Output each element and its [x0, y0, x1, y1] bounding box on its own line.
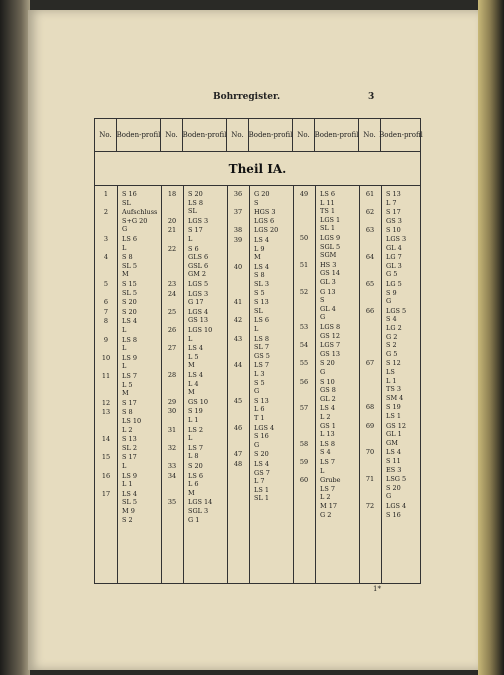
boring-number: 39	[233, 236, 243, 244]
soil-profile-entry: S 2	[122, 515, 133, 524]
soil-profile-entry: L 7	[386, 198, 397, 207]
soil-profile-entry: S 20	[254, 450, 269, 459]
soil-profile-entry: SGM	[320, 251, 337, 260]
soil-profile-entry: S 2	[386, 341, 397, 350]
soil-profile-entry: LGS 3	[188, 289, 209, 298]
soil-profile-entry: GL 1	[386, 430, 402, 439]
soil-profile-entry: LG 2	[386, 324, 402, 332]
soil-profile-entry: L 1	[122, 480, 133, 489]
boring-number: 49	[299, 190, 309, 198]
soil-profile-entry: G 20	[254, 190, 270, 198]
boring-number: 22	[167, 244, 177, 253]
boring-number: 40	[233, 262, 243, 271]
soil-profile-entry: SL 5	[122, 288, 137, 297]
soil-profile-entry: L	[254, 325, 259, 333]
soil-profile-entry: L	[122, 326, 127, 334]
soil-profile-entry: L 4	[188, 379, 199, 388]
soil-profile-entry: S 12	[386, 359, 401, 368]
soil-profile-entry: LGS 5	[386, 306, 407, 315]
boring-number: 69	[365, 421, 375, 430]
soil-profile-entry: LGS 6	[254, 216, 275, 225]
boring-number: 71	[365, 475, 375, 484]
soil-profile-entry: L 2	[320, 493, 331, 502]
soil-profile-entry: SL 5	[122, 261, 137, 270]
boring-number: 2	[103, 208, 109, 217]
soil-profile-entry: SL 3	[254, 280, 269, 288]
soil-profile-entry: L 13	[320, 430, 335, 439]
soil-profile-entry: S 20	[122, 298, 137, 307]
soil-profile-entry: Aufschluss	[122, 208, 158, 217]
soil-profile-entry: GS 10	[188, 397, 208, 406]
soil-profile-entry: S 10	[386, 226, 401, 235]
boring-number: 50	[299, 234, 309, 242]
soil-profile-entry: LGS 8	[320, 323, 341, 331]
soil-profile-entry: LS 4	[386, 448, 401, 457]
soil-profile-entry: LS 4	[122, 489, 137, 498]
soil-profile-entry: L	[320, 466, 325, 475]
soil-profile-entry: G	[320, 313, 326, 322]
boring-number: 41	[233, 298, 243, 307]
page-header	[28, 92, 478, 112]
soil-profile-entry: GS 12	[320, 331, 340, 340]
soil-profile-entry: S 16	[254, 432, 269, 441]
soil-profile-entry: LS 6	[122, 235, 137, 243]
soil-profile-entry: LS 1	[386, 412, 401, 420]
soil-profile-entry: LGS 7	[320, 341, 341, 350]
soil-profile-entry: M	[188, 361, 195, 370]
column-divider	[315, 186, 316, 584]
table-header-row	[95, 119, 423, 152]
boring-number: 67	[365, 359, 375, 368]
boring-number: 21	[167, 226, 177, 235]
soil-profile-entry: L 11	[320, 198, 335, 207]
soil-profile-entry: SL 1	[254, 494, 269, 503]
soil-profile-entry: LG 7	[386, 253, 402, 262]
soil-profile-entry: L 5	[122, 380, 133, 389]
page-number: 3	[368, 92, 375, 102]
soil-profile-entry: L	[122, 243, 127, 252]
boring-number: 47	[233, 450, 243, 459]
soil-profile-entry: HS 3	[320, 260, 337, 269]
soil-profile-entry: LGS 4	[188, 307, 209, 316]
soil-profile-entry: LGS 9	[320, 234, 341, 242]
boring-number: 68	[365, 403, 375, 412]
soil-profile-entry: S+G 20	[122, 216, 148, 225]
soil-profile-entry: S 17	[122, 398, 137, 407]
soil-profile-entry: SL	[254, 306, 263, 315]
soil-profile-entry: L 9	[254, 244, 265, 253]
soil-profile-entry: S 13	[254, 298, 269, 307]
boring-number: 14	[101, 435, 111, 444]
soil-profile-entry: L 1	[188, 416, 199, 424]
boring-number: 42	[233, 316, 243, 325]
soil-profile-entry: LS 6	[188, 471, 203, 480]
soil-profile-entry: LGS 14	[188, 498, 213, 507]
header-no: No.	[227, 119, 249, 152]
boring-number: 46	[233, 423, 243, 432]
soil-profile-entry: G 17	[188, 298, 204, 307]
boring-number: 31	[167, 425, 177, 434]
boring-number: 25	[167, 307, 177, 316]
boring-number: 30	[167, 407, 177, 416]
soil-profile-entry: LS 6	[320, 190, 335, 198]
soil-profile-entry: T 1	[254, 414, 265, 422]
soil-profile-entry: LGS 10	[188, 326, 213, 334]
soil-profile-entry: LS 4	[188, 344, 203, 353]
section-title: Theil IA.	[95, 152, 420, 186]
soil-profile-entry: S 4	[320, 448, 331, 457]
soil-profile-entry: TS 1	[320, 207, 335, 216]
soil-profile-entry: L	[122, 344, 127, 353]
boring-number: 52	[299, 287, 309, 296]
soil-profile-entry: SL	[122, 198, 131, 207]
boring-number: 60	[299, 476, 309, 485]
soil-profile-entry: LS 7	[320, 484, 335, 493]
boring-number: 17	[101, 489, 111, 498]
boring-number: 8	[103, 317, 109, 326]
soil-profile-entry: LS 9	[122, 471, 137, 480]
soil-profile-entry: S 19	[386, 403, 401, 412]
book-page	[28, 10, 478, 670]
soil-profile-entry: L 6	[254, 405, 265, 414]
soil-profile-entry: L 1	[386, 376, 397, 385]
boring-number: 6	[103, 298, 109, 307]
header-no: No.	[161, 119, 183, 152]
soil-profile-entry: LS 4	[122, 317, 137, 326]
soil-profile-entry: S 20	[122, 307, 137, 316]
soil-profile-entry: LS 8	[254, 334, 269, 343]
boring-number: 37	[233, 208, 243, 217]
boring-number: 4	[103, 253, 109, 262]
boring-number: 48	[233, 460, 243, 468]
boring-register-table	[94, 118, 421, 584]
soil-profile-entry: G	[254, 387, 260, 396]
soil-profile-entry: GLS 6	[188, 253, 209, 262]
boring-number: 7	[103, 307, 109, 316]
soil-profile-entry: S 16	[386, 510, 401, 519]
soil-profile-entry: L 3	[254, 370, 265, 378]
soil-profile-entry: LS 4	[254, 460, 269, 468]
soil-profile-entry: G	[386, 297, 392, 306]
soil-profile-entry: L	[188, 434, 193, 443]
boring-number: 72	[365, 502, 375, 510]
column-divider	[381, 186, 382, 584]
header-no: No.	[95, 119, 117, 152]
soil-profile-entry: L 2	[320, 413, 331, 421]
soil-profile-entry: LS 4	[188, 371, 203, 379]
soil-profile-entry: S 11	[386, 457, 401, 465]
soil-profile-entry: G	[254, 440, 260, 449]
soil-profile-entry: LGS 20	[254, 226, 279, 235]
soil-profile-entry: SL 2	[122, 443, 137, 452]
boring-number: 28	[167, 371, 177, 379]
boring-number: 29	[167, 397, 177, 406]
soil-profile-entry: G	[386, 492, 392, 501]
soil-profile-entry: M 17	[320, 502, 337, 510]
soil-profile-entry: LGS 4	[386, 502, 407, 510]
soil-profile-entry: GM 2	[188, 270, 207, 279]
soil-profile-entry: S 5	[254, 378, 265, 387]
soil-profile-entry: LS 7	[188, 443, 203, 452]
soil-profile-entry: S 8	[122, 408, 133, 417]
signature-mark: 1*	[373, 585, 381, 593]
boring-number: 13	[101, 408, 111, 417]
soil-profile-entry: SL 5	[122, 498, 137, 507]
soil-profile-entry: S 19	[188, 407, 203, 416]
page-title: Bohrregister.	[213, 92, 281, 102]
soil-profile-entry: LS 8	[188, 198, 203, 207]
soil-profile-entry: GM	[386, 438, 398, 447]
soil-profile-entry: LGS 3	[188, 216, 209, 225]
boring-number: 38	[233, 226, 243, 235]
boring-number: 64	[365, 253, 375, 262]
boring-number: 20	[167, 216, 177, 225]
boring-number: 61	[365, 190, 375, 198]
soil-profile-entry: GS 13	[188, 316, 208, 325]
soil-profile-entry: S	[320, 296, 325, 305]
soil-profile-entry: GS 5	[254, 351, 270, 360]
soil-profile-entry: S 15	[122, 280, 137, 288]
soil-profile-entry: LGS 5	[188, 280, 209, 288]
header-profile: Boden- profil	[315, 119, 359, 152]
soil-profile-entry: M	[254, 253, 261, 262]
boring-number: 57	[299, 404, 309, 413]
soil-profile-entry: LS 4	[254, 262, 269, 271]
header-profile: Boden- profil	[249, 119, 293, 152]
column-divider	[359, 186, 360, 584]
soil-profile-entry: S 9	[386, 288, 397, 297]
soil-profile-entry: M	[122, 270, 129, 279]
soil-profile-entry: L	[188, 235, 193, 243]
soil-profile-entry: SL 7	[254, 343, 269, 352]
soil-profile-entry: SGL 5	[320, 242, 341, 251]
boring-number: 65	[365, 280, 375, 288]
boring-number: 63	[365, 226, 375, 235]
boring-number: 18	[167, 190, 177, 198]
boring-number: 66	[365, 306, 375, 315]
soil-profile-entry: GL 3	[386, 261, 402, 270]
soil-profile-entry: S 13	[122, 435, 137, 444]
boring-number: 16	[101, 471, 111, 480]
boring-number: 33	[167, 462, 177, 470]
soil-profile-entry: S 8	[122, 253, 133, 262]
soil-profile-entry: GS 3	[386, 216, 402, 225]
soil-profile-entry: L	[122, 462, 127, 470]
soil-profile-entry: S 20	[320, 359, 335, 368]
soil-profile-entry: L 5	[188, 352, 199, 361]
soil-profile-entry: G	[122, 225, 128, 234]
header-profile: Boden- profil	[379, 131, 423, 139]
soil-profile-entry: SM 4	[386, 393, 404, 402]
soil-profile-entry: S 10	[320, 377, 335, 386]
soil-profile-entry: LGS 3	[386, 235, 407, 243]
book-gutter-left	[0, 0, 30, 675]
soil-profile-entry: LS 8	[122, 335, 137, 344]
boring-number: 26	[167, 326, 177, 334]
header-no: No.	[293, 119, 315, 152]
boring-number: 70	[365, 448, 375, 457]
header-profile: Boden- profil	[117, 119, 161, 152]
soil-profile-entry: TS 3	[386, 385, 401, 394]
soil-profile-entry: S 20	[188, 190, 203, 198]
boring-number: 36	[233, 190, 243, 198]
header-profile: Boden- profil	[183, 119, 227, 152]
soil-profile-entry: L 2	[122, 425, 133, 434]
boring-number: 23	[167, 280, 177, 288]
soil-profile-entry: SL	[188, 207, 197, 216]
boring-number: 55	[299, 359, 309, 368]
soil-profile-entry: LS 1	[254, 485, 269, 494]
soil-profile-entry: GL 2	[320, 394, 336, 403]
soil-profile-entry: L 8	[188, 452, 199, 461]
soil-profile-entry: LS 4	[320, 404, 335, 413]
soil-profile-entry: M 9	[122, 507, 135, 515]
boring-number: 43	[233, 334, 243, 343]
boring-number: 54	[299, 341, 309, 350]
boring-number: 15	[101, 453, 111, 462]
boring-number: 12	[101, 398, 111, 407]
soil-profile-entry: S 20	[188, 462, 203, 470]
boring-number: 32	[167, 443, 177, 452]
soil-profile-entry: S 20	[386, 483, 401, 492]
boring-number: 24	[167, 289, 177, 298]
boring-number: 34	[167, 471, 177, 480]
soil-profile-entry: L	[122, 362, 127, 371]
soil-profile-entry: LS 10	[122, 417, 142, 425]
soil-profile-entry: GS 7	[254, 468, 270, 477]
boring-number: 1	[103, 190, 109, 198]
boring-number: 45	[233, 396, 243, 405]
soil-profile-entry: GS 12	[386, 421, 406, 430]
boring-number: 27	[167, 344, 177, 353]
soil-profile-entry: G 13	[320, 287, 336, 296]
soil-profile-entry: S 13	[254, 396, 269, 405]
boring-number: 53	[299, 323, 309, 331]
soil-profile-entry: S 17	[122, 453, 137, 462]
soil-profile-entry: LS 4	[254, 236, 269, 244]
soil-profile-entry: G	[320, 368, 326, 376]
soil-profile-entry: LS 7	[254, 361, 269, 370]
soil-profile-entry: L 6	[188, 480, 199, 489]
soil-profile-entry: GS 1	[320, 421, 336, 430]
soil-profile-entry: LS 6	[254, 316, 269, 325]
column-divider	[249, 186, 250, 584]
soil-profile-entry: LS 7	[320, 458, 335, 466]
boring-number: 3	[103, 235, 109, 243]
soil-profile-entry: LSG 5	[386, 475, 407, 484]
boring-number: 51	[299, 260, 309, 269]
soil-profile-entry: S 8	[254, 271, 265, 280]
soil-profile-entry: L 7	[254, 477, 265, 486]
soil-profile-entry: G 5	[386, 270, 398, 279]
column-divider	[117, 186, 118, 584]
book-edge-right	[478, 0, 504, 675]
soil-profile-entry: GL 3	[320, 278, 336, 286]
soil-profile-entry: LG 5	[386, 280, 402, 288]
soil-profile-entry: S 4	[386, 315, 397, 324]
soil-profile-entry: GS 14	[320, 269, 340, 278]
soil-profile-entry: SL 1	[320, 224, 335, 233]
soil-profile-entry: HGS 3	[254, 208, 276, 217]
boring-number: 62	[365, 208, 375, 217]
soil-profile-entry: S 5	[254, 288, 265, 297]
soil-profile-entry: G 5	[386, 349, 398, 358]
soil-profile-entry: S 16	[122, 190, 137, 198]
soil-profile-entry: S 17	[386, 208, 401, 217]
soil-profile-entry: LS 9	[122, 353, 137, 362]
soil-profile-entry: G 2	[386, 332, 398, 341]
boring-number: 5	[103, 280, 109, 288]
soil-profile-entry: S 13	[386, 190, 401, 198]
soil-profile-entry: LS 2	[188, 425, 203, 434]
boring-number: 58	[299, 439, 309, 448]
boring-number: 9	[103, 335, 109, 344]
soil-profile-entry: G 2	[320, 510, 332, 519]
boring-number: 10	[101, 353, 111, 362]
soil-profile-entry: GSL 6	[188, 261, 209, 270]
boring-number: 35	[167, 498, 177, 507]
soil-profile-entry: LGS 1	[320, 215, 341, 224]
boring-number: 56	[299, 377, 309, 386]
boring-number: 59	[299, 458, 309, 466]
soil-profile-entry: ES 3	[386, 465, 402, 474]
column-divider	[227, 186, 228, 584]
column-divider	[183, 186, 184, 584]
soil-profile-entry: GS 8	[320, 386, 336, 395]
soil-profile-entry: LS	[386, 368, 395, 376]
soil-profile-entry: GL 4	[320, 304, 336, 313]
soil-profile-entry: LS 8	[320, 439, 335, 448]
soil-profile-entry: G 1	[188, 515, 200, 524]
soil-profile-entry: M	[122, 389, 129, 398]
soil-profile-entry: L	[188, 334, 193, 343]
soil-profile-entry: S 17	[188, 226, 203, 235]
boring-number: 11	[101, 372, 111, 380]
soil-profile-entry: LGS 4	[254, 423, 275, 432]
soil-profile-entry: Grube	[320, 476, 341, 485]
soil-profile-entry: M	[188, 488, 195, 497]
header-no: No.	[359, 119, 381, 152]
soil-profile-entry: LS 7	[122, 372, 137, 380]
soil-profile-entry: GS 13	[320, 349, 340, 358]
soil-profile-entry: SGL 3	[188, 507, 209, 515]
soil-profile-entry: S 6	[188, 244, 199, 253]
boring-number: 44	[233, 361, 243, 370]
soil-profile-entry: M	[188, 388, 195, 397]
soil-profile-entry: S	[254, 198, 259, 207]
soil-profile-entry: GL 4	[386, 243, 402, 252]
